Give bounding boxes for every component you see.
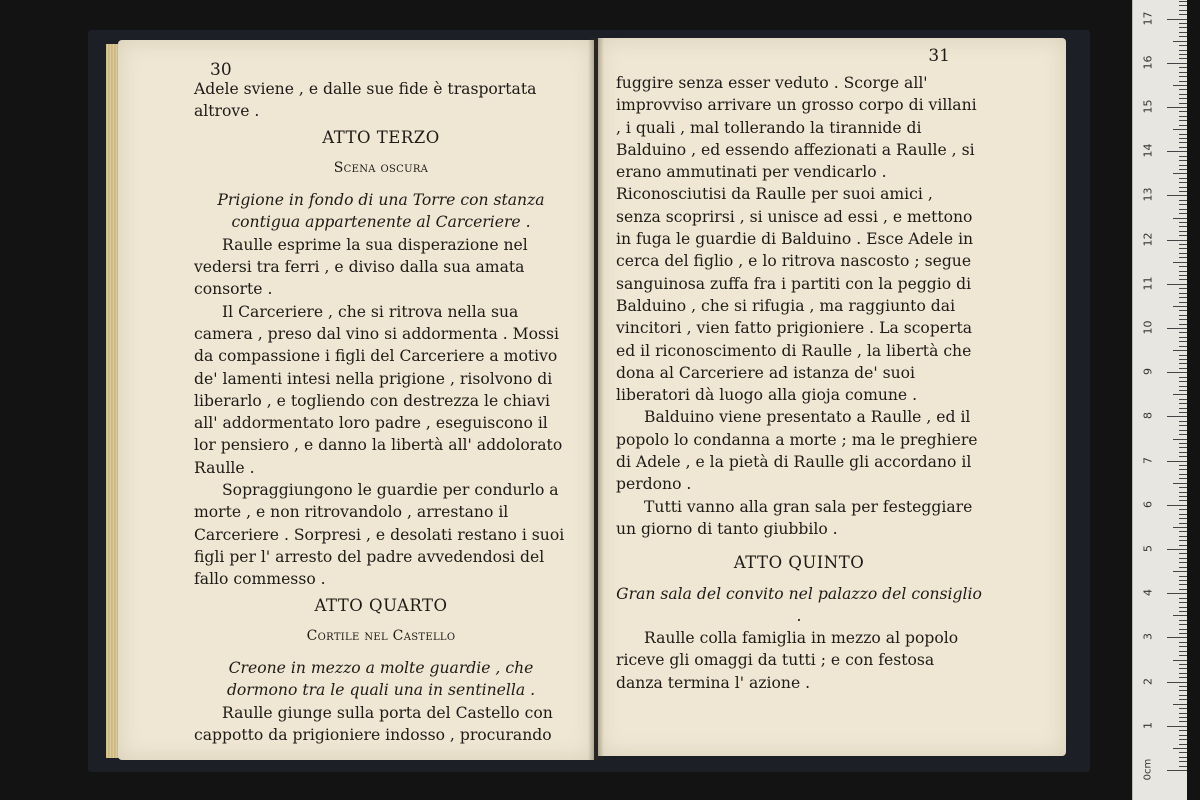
ruler-tick: [1179, 36, 1187, 37]
book-gutter: [588, 38, 604, 760]
ruler-tick: [1179, 10, 1187, 11]
ruler-tick: [1179, 377, 1187, 378]
ruler-tick: [1179, 399, 1187, 400]
ruler-tick: [1179, 447, 1187, 448]
ruler-tick: [1167, 593, 1187, 594]
ruler-tick: [1179, 319, 1187, 320]
ruler-tick: [1167, 726, 1187, 727]
ruler-tick: [1179, 655, 1187, 656]
ruler-tick: [1179, 27, 1187, 28]
ruler-tick: [1179, 699, 1187, 700]
ruler-tick: [1167, 240, 1187, 241]
ruler-tick: [1173, 483, 1187, 484]
ruler-tick: [1179, 509, 1187, 510]
ruler-tick: [1179, 253, 1187, 254]
ruler-number: 14: [1141, 143, 1155, 158]
ruler-tick: [1179, 434, 1187, 435]
ruler-number: 3: [1141, 633, 1155, 641]
ruler-tick: [1179, 50, 1187, 51]
ruler-tick: [1179, 116, 1187, 117]
paragraph: Tutti vanno alla gran sala per festeggiare un giorno di tanto giubbilo .: [616, 497, 973, 538]
ruler-tick: [1179, 686, 1187, 687]
ruler-tick: [1179, 32, 1187, 33]
ruler-tick: [1179, 735, 1187, 736]
ruler-tick: [1179, 72, 1187, 73]
ruler-tick: [1179, 474, 1187, 475]
right-page-text: [616, 72, 982, 694]
ruler-tick: [1179, 226, 1187, 227]
ruler-tick: [1179, 297, 1187, 298]
ruler-tick: [1179, 178, 1187, 179]
ruler-tick: [1179, 456, 1187, 457]
ruler-tick: [1179, 514, 1187, 515]
ruler-tick: [1179, 138, 1187, 139]
ruler-tick: [1179, 81, 1187, 82]
ruler-unit-label: 0cm: [1142, 758, 1154, 781]
ruler-tick: [1179, 315, 1187, 316]
ruler-tick: [1167, 372, 1187, 373]
ruler-tick: [1173, 85, 1187, 86]
ruler-tick: [1173, 218, 1187, 219]
stage-direction: Prigione in fondo di una Torre con stanza contigua appartenente al Carceriere .: [217, 191, 545, 232]
ruler-tick: [1179, 695, 1187, 696]
ruler-tick: [1179, 629, 1187, 630]
ruler-tick: [1179, 346, 1187, 347]
ruler-tick: [1173, 615, 1187, 616]
ruler-number: 4: [1141, 589, 1155, 597]
ruler-tick: [1173, 394, 1187, 395]
ruler-tick: [1179, 607, 1187, 608]
spacer: [616, 540, 982, 548]
paragraph: Raulle colla famiglia in mezzo al popolo riceve gli omaggi da tutti ; e con festosa danza termina l' azione .: [616, 629, 959, 692]
ruler-tick: [1179, 231, 1187, 232]
ruler-tick: [1179, 540, 1187, 541]
ruler-tick: [1179, 310, 1187, 311]
ruler-tick: [1179, 721, 1187, 722]
ruler-tick: [1179, 646, 1187, 647]
ruler-tick: [1179, 244, 1187, 245]
ruler-tick: [1179, 213, 1187, 214]
ruler-tick: [1179, 103, 1187, 104]
act-heading: ATTO TERZO: [322, 127, 440, 147]
ruler-tick: [1179, 266, 1187, 267]
ruler-tick: [1179, 536, 1187, 537]
ruler-tick: [1179, 717, 1187, 718]
stage-direction: Gran sala del convito nel palazzo del consiglio .: [616, 584, 982, 625]
ruler-tick: [1179, 156, 1187, 157]
ruler-tick: [1179, 5, 1187, 6]
ruler-tick: [1179, 567, 1187, 568]
ruler-tick: [1179, 523, 1187, 524]
ruler-number: 1: [1141, 721, 1155, 729]
ruler-tick: [1179, 54, 1187, 55]
ruler-tick: [1173, 306, 1187, 307]
ruler-number: 17: [1141, 11, 1155, 26]
ruler-tick: [1173, 527, 1187, 528]
ruler-tick: [1179, 390, 1187, 391]
ruler-tick: [1179, 67, 1187, 68]
ruler-tick: [1179, 94, 1187, 95]
ruler-tick: [1179, 487, 1187, 488]
ruler-tick: [1179, 752, 1187, 753]
ruler-tick: [1179, 430, 1187, 431]
ruler-tick: [1179, 248, 1187, 249]
ruler-tick: [1179, 235, 1187, 236]
ruler-number: 7: [1141, 456, 1155, 464]
ruler-number: 6: [1141, 500, 1155, 508]
ruler-tick: [1179, 204, 1187, 205]
ruler-tick: [1179, 739, 1187, 740]
ruler-tick: [1179, 677, 1187, 678]
ruler-tick: [1167, 63, 1187, 64]
ruler-tick: [1179, 257, 1187, 258]
ruler-number: 10: [1141, 320, 1155, 335]
ruler-tick: [1179, 421, 1187, 422]
ruler-number: 9: [1141, 368, 1155, 376]
ruler-tick: [1179, 425, 1187, 426]
ruler-tick: [1167, 328, 1187, 329]
ruler-tick: [1167, 505, 1187, 506]
ruler-number: 5: [1141, 545, 1155, 552]
ruler-tick: [1179, 386, 1187, 387]
ruler-tick: [1167, 107, 1187, 108]
ruler-tick: [1179, 757, 1187, 758]
ruler-tick: [1179, 531, 1187, 532]
ruler-number: 13: [1141, 187, 1155, 202]
ruler-tick: [1179, 443, 1187, 444]
ruler-number: 12: [1141, 232, 1155, 247]
ruler-tick: [1179, 584, 1187, 585]
ruler-tick: [1179, 1, 1187, 2]
ruler-tick: [1179, 500, 1187, 501]
ruler-tick: [1179, 469, 1187, 470]
ruler-tick: [1179, 651, 1187, 652]
ruler-tick: [1167, 549, 1187, 550]
ruler-tick: [1173, 262, 1187, 263]
ruler-tick: [1179, 553, 1187, 554]
ruler-tick: [1179, 165, 1187, 166]
paragraph: Il Carceriere , che si ritrova nella sua camera , preso dal vino si addormenta . Mossi da compassione i figli del Carceriere a motivo de' lamenti intesi nella prigione , risolvono di liberarlo , e togliendo con destrezza le chiavi all' addormentato loro padre , eseguiscono il lor pensiero , e danno la libertà all' addolorato Raulle .: [194, 302, 563, 477]
ruler-tick: [1173, 704, 1187, 705]
left-page: [118, 40, 594, 760]
ruler-number: 2: [1141, 677, 1155, 685]
paragraph: Raulle giunge sulla porta del Castello con cappotto da prigioniere indosso , procurando: [194, 703, 553, 745]
measuring-ruler: [1132, 0, 1187, 800]
ruler-tick: [1179, 169, 1187, 170]
ruler-tick: [1167, 284, 1187, 285]
ruler-tick: [1179, 271, 1187, 272]
ruler-tick: [1179, 580, 1187, 581]
ruler-tick: [1179, 562, 1187, 563]
ruler-tick: [1179, 58, 1187, 59]
ruler-tick: [1179, 668, 1187, 669]
ruler-tick: [1167, 637, 1187, 638]
ruler-tick: [1173, 748, 1187, 749]
scene-heading: Cortile nel Castello: [306, 627, 456, 644]
paragraph: Sopraggiungono le guardie per condurlo a morte , e non ritrovandolo , arrestano il Carceriere . Sorpresi , e desolati restano i suoi figli per l' arresto del padre avvedendosi del fallo commesso .: [194, 481, 565, 589]
ruler-tick: [1179, 403, 1187, 404]
ruler-tick: [1179, 337, 1187, 338]
ruler-tick: [1179, 730, 1187, 731]
ruler-tick: [1179, 478, 1187, 479]
ruler-tick: [1173, 350, 1187, 351]
ruler-tick: [1173, 129, 1187, 130]
ruler-tick: [1179, 690, 1187, 691]
ruler-number: 8: [1141, 412, 1155, 420]
ruler-tick: [1179, 633, 1187, 634]
ruler-tick: [1179, 465, 1187, 466]
ruler-tick: [1179, 98, 1187, 99]
ruler-tick: [1179, 761, 1187, 762]
ruler-tick: [1179, 492, 1187, 493]
left-page-number: 30: [210, 60, 232, 80]
ruler-tick: [1179, 368, 1187, 369]
ruler-tick: [1167, 195, 1187, 196]
ruler-tick: [1179, 160, 1187, 161]
ruler-tick: [1179, 598, 1187, 599]
ruler-tick: [1179, 363, 1187, 364]
stage-direction: Creone in mezzo a molte guardie , che dormono tra le quali una in sentinella .: [226, 659, 536, 700]
ruler-tick: [1179, 120, 1187, 121]
scene-heading: Scena oscura: [333, 159, 429, 176]
ruler-tick: [1179, 708, 1187, 709]
ruler-tick: [1179, 142, 1187, 143]
ruler-tick: [1179, 341, 1187, 342]
ruler-tick: [1173, 439, 1187, 440]
ruler-tick: [1179, 611, 1187, 612]
ruler-number: 15: [1141, 99, 1155, 114]
ruler-tick: [1179, 496, 1187, 497]
ruler-tick: [1179, 664, 1187, 665]
ruler-tick: [1179, 642, 1187, 643]
paragraph: Balduino viene presentato a Raulle , ed il popolo lo condanna a morte ; ma le preghiere di Adele , e la pietà di Raulle gli accordano il perdono .: [616, 408, 978, 494]
ruler-tick: [1179, 408, 1187, 409]
ruler-tick: [1179, 200, 1187, 201]
ruler-tick: [1179, 576, 1187, 577]
ruler-tick: [1167, 416, 1187, 417]
paragraph: fuggire senza esser veduto . Scorge all' improvviso arrivare un grosso corpo di villani , i quali , mal tollerando la tirannide di Balduino , ed essendo affezionati a Raulle , si erano ammutinati per vendicarlo . Riconosciutisi da Raulle per suoi amici , senza scoprirsi , si unisce ad essi , e mettono in fuga le guardie di Balduino . Esce Adele in cerca del figlio , e lo ritrova nascosto ; segue sanguinosa zuffa fra i partiti con la peggio di Balduino , che si rifugia , ma raggiunto dai vincitori , vien fatto prigioniere . La scoperta ed il riconoscimento di Raulle , la libertà che dona al Carceriere ad istanza de' suoi liberatori dà luogo alla gioja comune .: [616, 74, 977, 405]
ruler-tick: [1179, 518, 1187, 519]
ruler-tick: [1179, 89, 1187, 90]
ruler-tick: [1173, 41, 1187, 42]
ruler-tick: [1179, 111, 1187, 112]
ruler-tick: [1179, 209, 1187, 210]
ruler-tick: [1179, 624, 1187, 625]
ruler-number: 16: [1141, 55, 1155, 70]
ruler-tick: [1179, 45, 1187, 46]
ruler-tick: [1179, 76, 1187, 77]
ruler-tick: [1179, 766, 1187, 767]
ruler-tick: [1179, 452, 1187, 453]
left-page-text: [194, 78, 568, 746]
paragraph: Adele sviene , e dalle sue fide è trasportata altrove .: [194, 80, 537, 121]
ruler-tick: [1167, 461, 1187, 462]
ruler-tick: [1179, 355, 1187, 356]
ruler-tick: [1167, 682, 1187, 683]
ruler-tick: [1179, 275, 1187, 276]
ruler-tick: [1179, 302, 1187, 303]
ruler-tick: [1167, 151, 1187, 152]
act-heading: ATTO QUINTO: [733, 553, 865, 573]
ruler-tick: [1167, 770, 1187, 771]
ruler-tick: [1179, 222, 1187, 223]
right-page: [598, 38, 1066, 756]
ruler-tick: [1167, 19, 1187, 20]
ruler-tick: [1179, 288, 1187, 289]
ruler-tick: [1179, 324, 1187, 325]
ruler-tick: [1179, 332, 1187, 333]
ruler-tick: [1179, 673, 1187, 674]
ruler-tick: [1179, 23, 1187, 24]
right-page-number: 31: [928, 46, 950, 66]
ruler-number: 11: [1141, 276, 1155, 291]
ruler-tick: [1179, 713, 1187, 714]
ruler-tick: [1179, 602, 1187, 603]
ruler-tick: [1179, 182, 1187, 183]
ruler-tick: [1179, 359, 1187, 360]
ruler-tick: [1179, 558, 1187, 559]
ruler-tick: [1179, 279, 1187, 280]
ruler-tick: [1173, 660, 1187, 661]
ruler-tick: [1179, 191, 1187, 192]
ruler-tick: [1179, 147, 1187, 148]
paragraph: Raulle esprime la sua disperazione nel vedersi tra ferri , e diviso dalla sua amata consorte .: [194, 235, 528, 299]
ruler-tick: [1179, 14, 1187, 15]
ruler-tick: [1179, 125, 1187, 126]
ruler-tick: [1179, 381, 1187, 382]
ruler-tick: [1173, 173, 1187, 174]
ruler-tick: [1179, 134, 1187, 135]
ruler-tick: [1179, 293, 1187, 294]
ruler-tick: [1179, 545, 1187, 546]
ruler-tick: [1179, 620, 1187, 621]
ruler-tick: [1179, 744, 1187, 745]
ruler-tick: [1179, 589, 1187, 590]
ruler-tick: [1179, 187, 1187, 188]
act-heading: ATTO QUARTO: [314, 595, 448, 615]
ruler-tick: [1173, 571, 1187, 572]
ruler-tick: [1179, 412, 1187, 413]
